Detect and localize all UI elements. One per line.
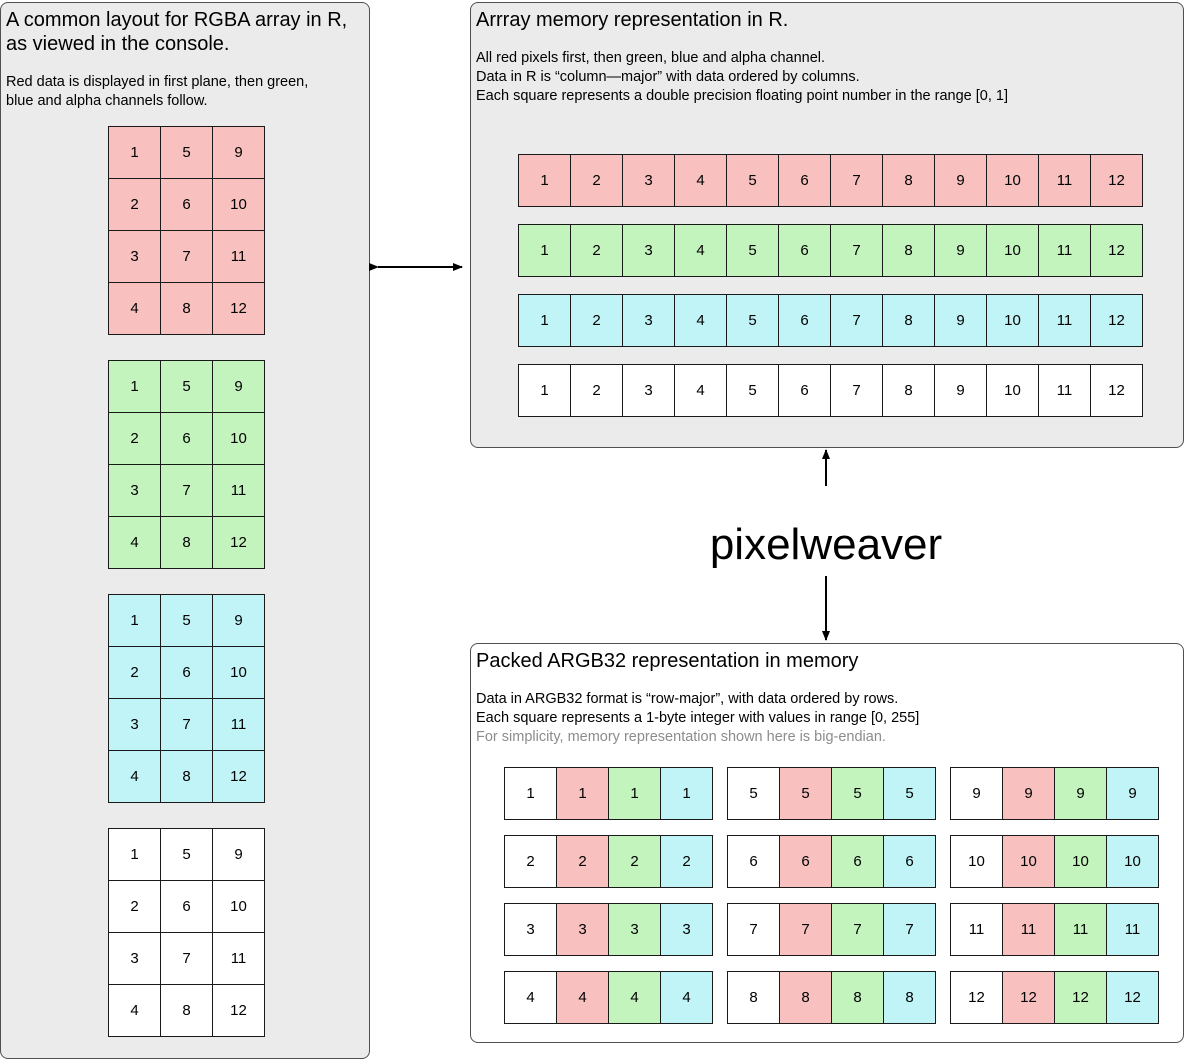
red-memory-cell: 11 bbox=[1038, 154, 1091, 207]
alpha-plane-cell: 12 bbox=[212, 984, 265, 1037]
argb-blue-byte: 4 bbox=[660, 971, 713, 1024]
r-memory-desc-line-1: All red pixels first, then green, blue and alpha channel. bbox=[476, 50, 826, 66]
alpha-plane-cell: 1 bbox=[108, 828, 161, 881]
r-memory-title: Arrray memory representation in R. bbox=[476, 9, 789, 31]
argb-alpha-byte: 2 bbox=[504, 835, 557, 888]
blue-memory-cell: 5 bbox=[726, 294, 779, 347]
argb-blue-byte: 12 bbox=[1106, 971, 1159, 1024]
green-plane-cell: 6 bbox=[160, 412, 213, 465]
argb-blue-byte: 7 bbox=[883, 903, 936, 956]
blue-memory-cell: 2 bbox=[570, 294, 623, 347]
argb32-note: For simplicity, memory representation shown here is big-endian. bbox=[476, 729, 886, 745]
r-memory-desc-line-3: Each square represents a double precision floating point number in the range [0, 1] bbox=[476, 88, 1009, 104]
argb-alpha-byte: 3 bbox=[504, 903, 557, 956]
red-memory-cell: 6 bbox=[778, 154, 831, 207]
green-plane-cell: 8 bbox=[160, 516, 213, 569]
argb-blue-byte: 8 bbox=[883, 971, 936, 1024]
argb-red-byte: 10 bbox=[1002, 835, 1055, 888]
alpha-plane-cell: 9 bbox=[212, 828, 265, 881]
red-plane-cell: 8 bbox=[160, 282, 213, 335]
green-plane-cell: 12 bbox=[212, 516, 265, 569]
red-plane-cell: 3 bbox=[108, 230, 161, 283]
argb-blue-byte: 10 bbox=[1106, 835, 1159, 888]
argb-green-byte: 6 bbox=[831, 835, 884, 888]
alpha-plane-cell: 2 bbox=[108, 880, 161, 933]
red-memory-cell: 8 bbox=[882, 154, 935, 207]
alpha-plane-cell: 8 bbox=[160, 984, 213, 1037]
alpha-memory-cell: 4 bbox=[674, 364, 727, 417]
argb-blue-byte: 1 bbox=[660, 767, 713, 820]
alpha-memory-cell: 3 bbox=[622, 364, 675, 417]
argb-alpha-byte: 7 bbox=[727, 903, 780, 956]
green-memory-cell: 9 bbox=[934, 224, 987, 277]
argb-alpha-byte: 12 bbox=[950, 971, 1003, 1024]
alpha-plane-cell: 10 bbox=[212, 880, 265, 933]
green-plane-cell: 11 bbox=[212, 464, 265, 517]
argb-green-byte: 7 bbox=[831, 903, 884, 956]
argb-red-byte: 1 bbox=[556, 767, 609, 820]
alpha-plane-cell: 5 bbox=[160, 828, 213, 881]
green-plane-cell: 3 bbox=[108, 464, 161, 517]
argb-green-byte: 8 bbox=[831, 971, 884, 1024]
alpha-memory-cell: 5 bbox=[726, 364, 779, 417]
blue-plane-cell: 1 bbox=[108, 594, 161, 647]
green-memory-cell: 1 bbox=[518, 224, 571, 277]
green-plane-cell: 4 bbox=[108, 516, 161, 569]
blue-plane-cell: 3 bbox=[108, 698, 161, 751]
argb-alpha-byte: 9 bbox=[950, 767, 1003, 820]
argb-green-byte: 11 bbox=[1054, 903, 1107, 956]
argb-red-byte: 5 bbox=[779, 767, 832, 820]
argb-alpha-byte: 1 bbox=[504, 767, 557, 820]
console-layout-title-line-1: A common layout for RGBA array in R, bbox=[6, 9, 348, 31]
alpha-plane-cell: 6 bbox=[160, 880, 213, 933]
argb-red-byte: 3 bbox=[556, 903, 609, 956]
argb32-title: Packed ARGB32 representation in memory bbox=[476, 650, 859, 672]
blue-plane-cell: 11 bbox=[212, 698, 265, 751]
alpha-plane-cell: 7 bbox=[160, 932, 213, 985]
argb-red-byte: 11 bbox=[1002, 903, 1055, 956]
blue-plane-cell: 8 bbox=[160, 750, 213, 803]
green-memory-cell: 4 bbox=[674, 224, 727, 277]
green-memory-cell: 6 bbox=[778, 224, 831, 277]
alpha-memory-cell: 2 bbox=[570, 364, 623, 417]
argb-green-byte: 3 bbox=[608, 903, 661, 956]
green-memory-cell: 2 bbox=[570, 224, 623, 277]
green-memory-cell: 3 bbox=[622, 224, 675, 277]
red-plane-cell: 4 bbox=[108, 282, 161, 335]
red-plane-cell: 6 bbox=[160, 178, 213, 231]
console-layout-desc-line-1: Red data is displayed in first plane, then green, bbox=[6, 74, 309, 90]
blue-plane-cell: 4 bbox=[108, 750, 161, 803]
blue-plane-cell: 7 bbox=[160, 698, 213, 751]
alpha-memory-cell: 9 bbox=[934, 364, 987, 417]
red-plane-cell: 12 bbox=[212, 282, 265, 335]
blue-memory-cell: 10 bbox=[986, 294, 1039, 347]
blue-plane-cell: 9 bbox=[212, 594, 265, 647]
console-layout-title-line-2: as viewed in the console. bbox=[6, 33, 230, 55]
green-memory-cell: 7 bbox=[830, 224, 883, 277]
argb-green-byte: 12 bbox=[1054, 971, 1107, 1024]
alpha-memory-cell: 7 bbox=[830, 364, 883, 417]
green-memory-cell: 5 bbox=[726, 224, 779, 277]
argb-alpha-byte: 4 bbox=[504, 971, 557, 1024]
blue-memory-cell: 11 bbox=[1038, 294, 1091, 347]
green-memory-cell: 12 bbox=[1090, 224, 1143, 277]
argb-red-byte: 6 bbox=[779, 835, 832, 888]
blue-memory-cell: 4 bbox=[674, 294, 727, 347]
blue-plane-cell: 10 bbox=[212, 646, 265, 699]
argb-blue-byte: 2 bbox=[660, 835, 713, 888]
alpha-plane-cell: 4 bbox=[108, 984, 161, 1037]
alpha-memory-cell: 11 bbox=[1038, 364, 1091, 417]
console-layout-desc-line-2: blue and alpha channels follow. bbox=[6, 93, 208, 109]
green-memory-cell: 10 bbox=[986, 224, 1039, 277]
argb-green-byte: 4 bbox=[608, 971, 661, 1024]
argb32-desc-line-1: Data in ARGB32 format is “row-major”, with data ordered by rows. bbox=[476, 691, 899, 707]
argb-red-byte: 2 bbox=[556, 835, 609, 888]
argb-blue-byte: 6 bbox=[883, 835, 936, 888]
blue-memory-cell: 8 bbox=[882, 294, 935, 347]
argb-alpha-byte: 5 bbox=[727, 767, 780, 820]
green-plane-cell: 2 bbox=[108, 412, 161, 465]
argb-green-byte: 1 bbox=[608, 767, 661, 820]
blue-plane-cell: 5 bbox=[160, 594, 213, 647]
blue-memory-cell: 12 bbox=[1090, 294, 1143, 347]
red-plane-cell: 5 bbox=[160, 126, 213, 179]
alpha-plane-cell: 3 bbox=[108, 932, 161, 985]
alpha-memory-cell: 12 bbox=[1090, 364, 1143, 417]
argb-blue-byte: 9 bbox=[1106, 767, 1159, 820]
green-plane-cell: 5 bbox=[160, 360, 213, 413]
red-memory-cell: 12 bbox=[1090, 154, 1143, 207]
red-plane-cell: 7 bbox=[160, 230, 213, 283]
red-plane-cell: 9 bbox=[212, 126, 265, 179]
argb-blue-byte: 3 bbox=[660, 903, 713, 956]
blue-memory-cell: 9 bbox=[934, 294, 987, 347]
green-plane-cell: 1 bbox=[108, 360, 161, 413]
red-memory-cell: 1 bbox=[518, 154, 571, 207]
r-memory-desc-line-2: Data in R is “column—major” with data ordered by columns. bbox=[476, 69, 860, 85]
red-plane-cell: 11 bbox=[212, 230, 265, 283]
blue-memory-cell: 1 bbox=[518, 294, 571, 347]
pixelweaver-label: pixelweaver bbox=[709, 520, 943, 569]
argb-green-byte: 10 bbox=[1054, 835, 1107, 888]
argb-blue-byte: 5 bbox=[883, 767, 936, 820]
argb-green-byte: 9 bbox=[1054, 767, 1107, 820]
alpha-memory-cell: 6 bbox=[778, 364, 831, 417]
red-memory-cell: 10 bbox=[986, 154, 1039, 207]
alpha-plane-cell: 11 bbox=[212, 932, 265, 985]
red-memory-cell: 7 bbox=[830, 154, 883, 207]
argb-alpha-byte: 8 bbox=[727, 971, 780, 1024]
alpha-memory-cell: 1 bbox=[518, 364, 571, 417]
blue-plane-cell: 12 bbox=[212, 750, 265, 803]
blue-plane-cell: 2 bbox=[108, 646, 161, 699]
red-memory-cell: 4 bbox=[674, 154, 727, 207]
argb-blue-byte: 11 bbox=[1106, 903, 1159, 956]
red-memory-cell: 5 bbox=[726, 154, 779, 207]
argb-green-byte: 5 bbox=[831, 767, 884, 820]
argb-alpha-byte: 10 bbox=[950, 835, 1003, 888]
argb-green-byte: 2 bbox=[608, 835, 661, 888]
argb-alpha-byte: 6 bbox=[727, 835, 780, 888]
blue-memory-cell: 6 bbox=[778, 294, 831, 347]
green-memory-cell: 11 bbox=[1038, 224, 1091, 277]
red-plane-cell: 2 bbox=[108, 178, 161, 231]
blue-memory-cell: 3 bbox=[622, 294, 675, 347]
argb-red-byte: 8 bbox=[779, 971, 832, 1024]
red-memory-cell: 9 bbox=[934, 154, 987, 207]
argb-red-byte: 9 bbox=[1002, 767, 1055, 820]
green-plane-cell: 10 bbox=[212, 412, 265, 465]
argb-red-byte: 4 bbox=[556, 971, 609, 1024]
red-plane-cell: 1 bbox=[108, 126, 161, 179]
argb32-desc-line-2: Each square represents a 1-byte integer with values in range [0, 255] bbox=[476, 710, 920, 726]
argb-red-byte: 12 bbox=[1002, 971, 1055, 1024]
blue-memory-cell: 7 bbox=[830, 294, 883, 347]
alpha-memory-cell: 10 bbox=[986, 364, 1039, 417]
blue-plane-cell: 6 bbox=[160, 646, 213, 699]
alpha-memory-cell: 8 bbox=[882, 364, 935, 417]
green-memory-cell: 8 bbox=[882, 224, 935, 277]
green-plane-cell: 9 bbox=[212, 360, 265, 413]
red-plane-cell: 10 bbox=[212, 178, 265, 231]
argb-red-byte: 7 bbox=[779, 903, 832, 956]
green-plane-cell: 7 bbox=[160, 464, 213, 517]
argb-alpha-byte: 11 bbox=[950, 903, 1003, 956]
red-memory-cell: 3 bbox=[622, 154, 675, 207]
red-memory-cell: 2 bbox=[570, 154, 623, 207]
